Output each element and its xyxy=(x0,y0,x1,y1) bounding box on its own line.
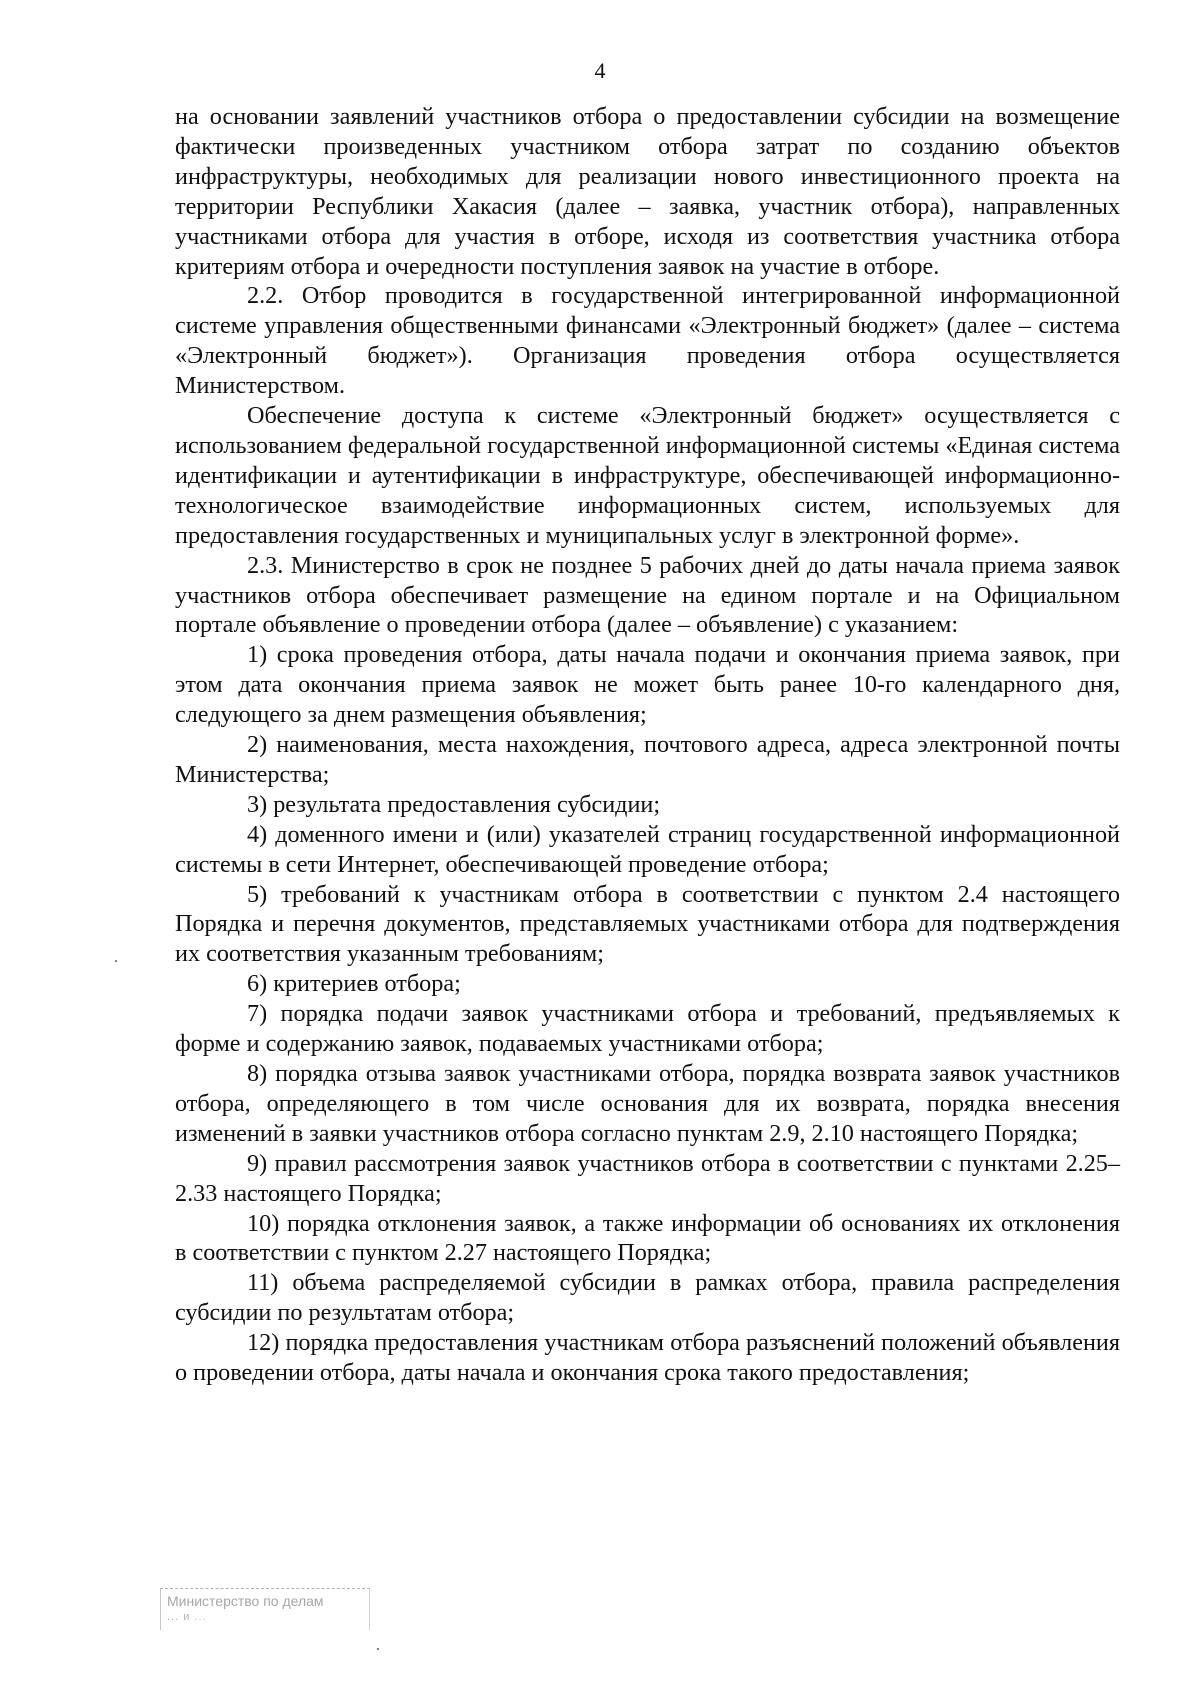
paragraph-access: Обеспечение доступа к системе «Электронный бюджет» осуществляется с использованием федеральной государственной информационной системы «Единая система идентификации и аутентификации в инфраструктуре, обеспечивающей информационно-технологическое взаимодействие информационных систем, используемых для предоставления государственных и муниципальных услуг в электронной форме». xyxy=(175,402,1120,549)
list-item-1: 1) срока проведения отбора, даты начала подачи и окончания приема заявок, при этом дата окончания приема заявок не может быть ранее 10-го календарного дня, следующего за днем размещения объявления; xyxy=(175,641,1120,729)
list-item-5: 5) требований к участникам отбора в соответствии с пунктом 2.4 настоящего Порядка и перечня документов, представляемых участниками отбора для подтверждения их соответствия указанным требованиям; xyxy=(175,880,1120,968)
list-item-6: 6) критериев отбора; xyxy=(247,970,461,998)
document-body xyxy=(175,102,1120,1388)
list-item-4: 4) доменного имени и (или) указателей страниц государственной информационной системы в сети Интернет, обеспечивающей проведение отбора; xyxy=(175,820,1120,878)
page-number: 4 xyxy=(594,58,606,83)
paragraph-2-3: 2.3. Министерство в срок не позднее 5 рабочих дней до даты начала приема заявок участников отбора обеспечивает размещение на едином портале и на Официальном портале объявление о проведении отбора (далее – объявление) с указанием: xyxy=(175,551,1120,639)
registration-stamp xyxy=(160,1588,370,1630)
list-item-9: 9) правил рассмотрения заявок участников отбора в соответствии с пунктами 2.25–2.33 настоящего Порядка; xyxy=(175,1149,1120,1207)
scan-speck xyxy=(115,960,117,962)
stamp-line-2: ... и ... xyxy=(167,1611,207,1623)
list-item-7: 7) порядка подачи заявок участниками отбора и требований, предъявляемых к форме и содержанию заявок, подаваемых участниками отбора; xyxy=(175,1000,1120,1058)
stamp-line-1: Министерство по делам xyxy=(167,1593,324,1609)
list-item-8: 8) порядка отзыва заявок участниками отбора, порядка возврата заявок участников отбора, определяющего в том числе основания для их возврата, порядка внесения изменений в заявки участников отбора согласно пунктам 2.9, 2.10 настоящего Порядка; xyxy=(175,1060,1120,1147)
paragraph-continuation: на основании заявлений участников отбора о предоставлении субсидии на возмещение фактически произведенных участником отбора затрат по созданию объектов инфраструктуры, необходимых для реализации нового инвестиционного проекта на территории Республики Хакасия (далее – заявка, участник отбора), направленных участниками отбора для участия в отборе, исходя из соответствия участника отбора критериям отбора и очередности поступления заявок на участие в отборе. xyxy=(175,103,1120,280)
list-item-10: 10) порядка отклонения заявок, а также информации об основаниях их отклонения в соответствии с пунктом 2.27 настоящего Порядка; xyxy=(175,1209,1120,1267)
list-item-12: 12) порядка предоставления участникам отбора разъяснений положений объявления о проведении отбора, даты начала и окончания срока такого предоставления; xyxy=(175,1329,1120,1387)
list-item-3: 3) результата предоставления субсидии; xyxy=(247,790,661,818)
list-item-11: 11) объема распределяемой субсидии в рамках отбора, правила распределения субсидии по результатам отбора; xyxy=(175,1269,1120,1327)
scan-speck xyxy=(377,1648,379,1650)
paragraph-2-2: 2.2. Отбор проводится в государственной интегрированной информационной системе управления общественными финансами «Электронный бюджет» (далее – система «Электронный бюджет»). Организация проведения отбора осуществляется Министерством. xyxy=(175,282,1120,400)
list-item-2: 2) наименования, места нахождения, почтового адреса, адреса электронной почты Министерства; xyxy=(175,731,1120,788)
